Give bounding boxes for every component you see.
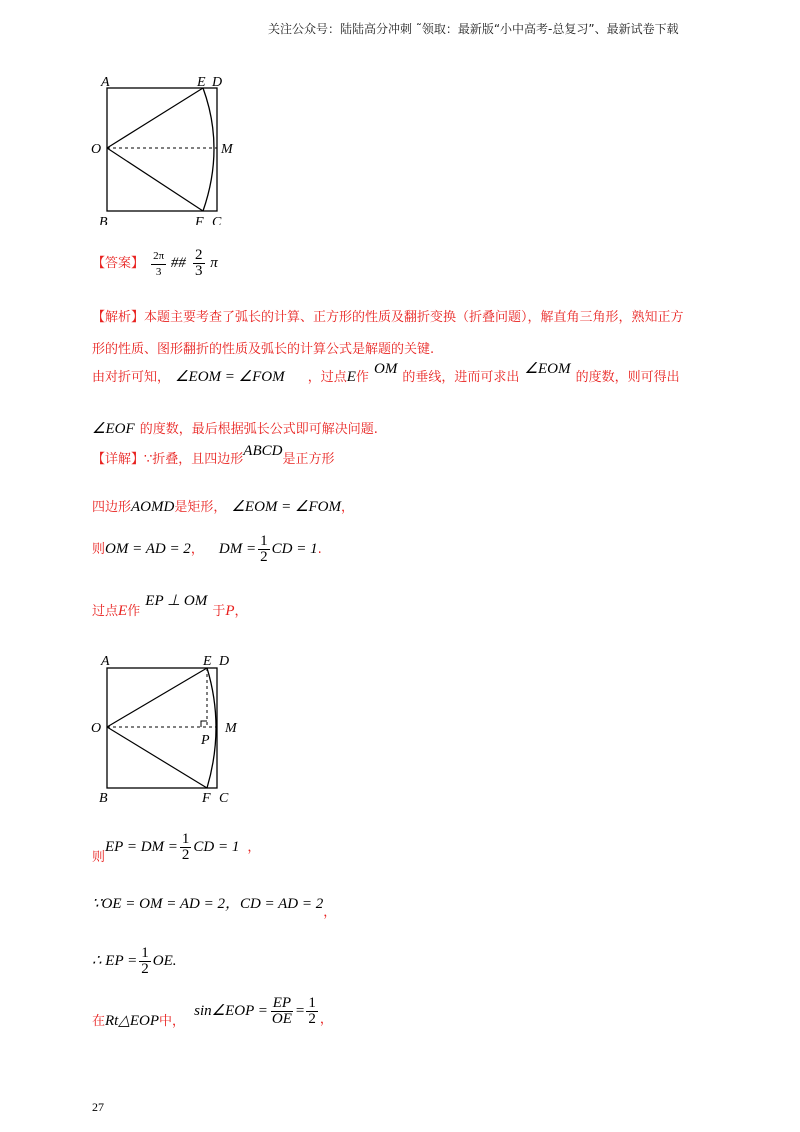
answer-label: 【答案】 (92, 255, 145, 271)
label-m-2: M (225, 721, 237, 736)
math-ep-half-oe: ∴ EP = $\frac{1}{2}$ OE. (92, 945, 177, 977)
math-aomd: AOMD (131, 499, 175, 515)
arc-ef-2 (207, 668, 216, 788)
label-o: O (91, 142, 102, 157)
label-d: D (212, 75, 223, 90)
label-b: B (99, 215, 108, 225)
analysis-line-4: ∠EOF 的度数，最后根据弧长公式即可解决问题. (92, 421, 378, 437)
answer-pi: π (210, 254, 218, 271)
label-p: P (201, 733, 210, 748)
analysis-line-1: 【解析】本题主要考查了弧长的计算、正方形的性质及翻折变换（折叠问题），解直角三角形，熟知正方 (92, 310, 684, 325)
math-ep-perp-om: EP ⊥ OM (145, 593, 208, 609)
math-sin-eop: sin∠EOP = $\frac{EP}{OE}$ = $\frac{1}{2}$ (194, 995, 316, 1027)
answer-fraction-2: $\frac{2}{3}$ (195, 247, 203, 279)
detail-line-4: 过点E作 EP ⊥ OM 于P， (92, 593, 248, 619)
detail-line-5: $_则$EP = DM = $\frac{1}{2}$ CD = 1 ， (92, 831, 261, 865)
detail-line-8: $_在Rt\triangle EOP_{中,}$ sin∠EOP = $\frac{EP}{OE}$ = $\frac{1}{2}$ $_,$ (92, 995, 333, 1029)
square-abcd-2 (107, 668, 217, 788)
math-dm: DM = $\frac{1}{2}$ CD = 1 (218, 533, 318, 565)
label-o-2: O (91, 721, 102, 736)
label-b-2: B (99, 791, 108, 805)
detail-line-1: 【详解】∵折叠，且四边形ABCD是正方形 (92, 443, 335, 467)
segment-of-2 (107, 727, 207, 788)
label-d-2: D (219, 654, 230, 669)
label-f-2: F (202, 791, 211, 805)
analysis-line-2: 形的性质、图形翻折的性质及弧长的计算公式是解题的关键. (92, 342, 435, 357)
math-eof: ∠EOF (92, 421, 135, 437)
answer-separator: ## (170, 254, 186, 271)
math-eom: ∠EOM (524, 361, 571, 377)
math-abcd: ABCD (243, 443, 283, 459)
math-om-ad: OM = AD = 2 (105, 540, 191, 557)
label-e: E (197, 75, 206, 90)
figure-square-fold-with-p (85, 650, 245, 805)
segment-oe (107, 88, 203, 148)
figure-square-fold (85, 75, 245, 225)
segment-oe-2 (107, 668, 207, 727)
math-eom-fom: ∠EOM = ∠FOM (175, 369, 285, 385)
detail-line-2: 四边形AOMD是矩形， ∠EOM = ∠FOM， (92, 499, 354, 515)
answer-fraction: $\frac{2\pi}{3}$ (153, 249, 165, 278)
math-rt-eop: Rt△EOP (105, 1012, 160, 1029)
analysis-line-3: 由对折可知， ∠EOM = ∠FOM ，过点E作 OM 的垂线，进而可求出 ∠EOM 的度数，则可得出 (92, 361, 680, 385)
label-c-2: C (219, 791, 229, 805)
math-ep-dm: EP = DM = $\frac{1}{2}$ CD = 1 (105, 831, 240, 863)
label-f: F (195, 215, 204, 225)
math-om: OM (374, 361, 398, 377)
answer-line (92, 248, 218, 280)
label-a: A (101, 75, 110, 90)
square-abcd (107, 88, 217, 211)
page-number: 27 (92, 1100, 104, 1114)
detail-line-6: ∵OE = OM = AD = 2，CD = AD = $2_,$ (92, 896, 337, 920)
label-m: M (221, 142, 233, 157)
label-e-2: E (203, 654, 212, 669)
detail-line-3: 则OM = AD = 2， DM = $\frac{1}{2}$ CD = 1. (92, 533, 322, 565)
math-oe-om-ad: ∵OE = OM = AD = 2，CD = AD = 2 (92, 896, 324, 912)
page-header: 关注公众号：陆陆高分冲刺 ˜领取：最新版“小中高考-总复习”、最新试卷下载 (268, 22, 679, 36)
segment-of (107, 148, 203, 211)
arc-ef (203, 88, 214, 211)
label-a-2: A (101, 654, 110, 669)
label-c: C (212, 215, 222, 225)
detail-line-7 (92, 946, 176, 977)
right-angle-mark (201, 721, 207, 727)
math-eom-fom-2: ∠EOM = ∠FOM (231, 499, 341, 515)
